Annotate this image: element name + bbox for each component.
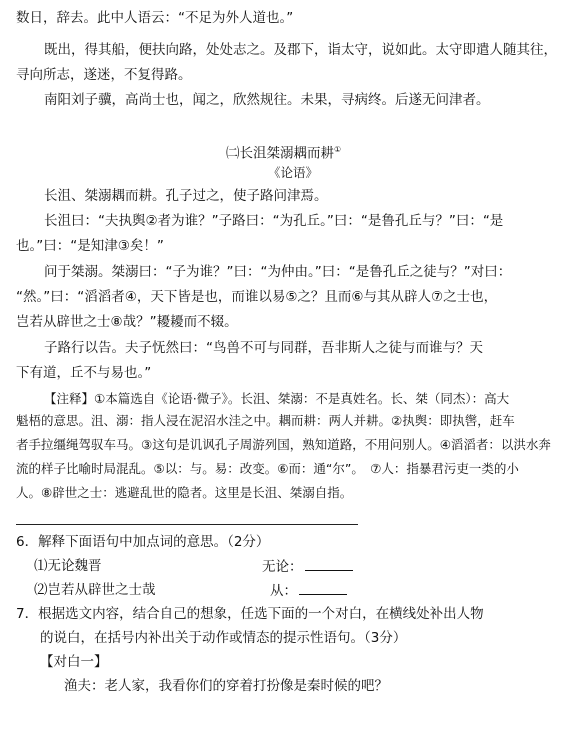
- passage-line: “然。”曰：“滔滔者④，天下皆是也，而谁以易⑤之？且而⑥与其从辟人⑦之士也，: [16, 289, 498, 305]
- q6-item-1-answer: [262, 556, 588, 577]
- passage-line: 南阳刘子骥，高尚士也，闻之，欣然规往。未果，寻病终。后遂无问津者。: [44, 92, 490, 108]
- passage-line: 岂若从辟世之士⑧哉？”耰耰而不辍。: [16, 314, 238, 330]
- q6-item-1: ⑴无论魏晋: [34, 558, 102, 574]
- note-line: 【注释】①本篇选自《论语·微子》。长沮、桀溺：不是真姓名。长、桀（同杰）：高大: [44, 391, 510, 406]
- section-title-note: ①: [334, 145, 342, 154]
- q6-item-2: ⑵岂若从辟世之士哉: [34, 582, 156, 598]
- q6-item-2-answer: [270, 580, 588, 601]
- section-title: [226, 140, 588, 164]
- passage-line: 问于桀溺。桀溺曰：“子为谁？”曰：“为仲由。”曰：“是鲁孔丘之徒与？”对曰：: [44, 264, 512, 280]
- passage-line: 也。”曰：“是知津③矣！”: [16, 238, 164, 254]
- question-7-cont: 的说白，在括号内补出关于动作或情态的提示性语句。（3分）: [40, 630, 407, 646]
- passage-line: 数日，辞去。此中人语云：“不足为外人道也。”: [16, 10, 294, 26]
- passage-line: 长沮、桀溺耦而耕。孔子过之，使子路问津焉。: [44, 188, 328, 204]
- question-7: 7．根据选文内容，结合自己的想象，任选下面的一个对白，在横线处补出人物: [16, 606, 484, 622]
- section-source: 《论语》: [268, 165, 319, 180]
- dialog-heading: 【对白一】: [40, 654, 108, 670]
- note-line: 魁梧的意思。沮、溺：指人浸在泥沼水洼之中。耦而耕：两人并耕。②执舆：即执辔，赶车: [16, 413, 515, 428]
- passage-line: 长沮曰：“夫执舆②者为谁？”子路曰：“为孔丘。”曰：“是鲁孔丘与？”曰：“是: [44, 213, 504, 229]
- passage-line: 寻向所志，遂迷，不复得路。: [16, 67, 192, 83]
- q6-item-1-key: 无论：: [262, 559, 303, 575]
- dialog-line: 渔夫：老人家，我看你们的穿着打扮像是秦时候的吧？: [64, 678, 388, 694]
- section-title-text: ㈡长沮桀溺耦而耕: [226, 145, 334, 162]
- passage-line: 下有道，丘不与易也。”: [16, 365, 152, 381]
- answer-blank[interactable]: [299, 580, 347, 595]
- passage-line: 既出，得其船，便扶向路，处处志之。及郡下，诣太守，说如此。太守即遣人随其往，: [44, 42, 557, 58]
- section-divider: [16, 524, 358, 525]
- note-line: 者手拉缰绳驾驭车马。③这句是讥讽孔子周游列国，熟知道路，不用问别人。④滔滔者：以洪水奔: [16, 437, 551, 452]
- q6-item-2-key: 从：: [270, 583, 297, 599]
- note-line: 流的样子比喻时局混乱。⑤以：与。易：改变。⑥而：通“尔”。 ⑦人：指暴君污吏一类的小: [16, 461, 519, 476]
- passage-line: 子路行以告。夫子怃然曰：“鸟兽不可与同群，吾非斯人之徒与而谁与？天: [44, 340, 483, 356]
- answer-blank[interactable]: [305, 556, 353, 571]
- question-6: 6．解释下面语句中加点词的意思。（2分）: [16, 534, 270, 550]
- note-line: 人。⑧辟世之士：逃避乱世的隐者。这里是长沮、桀溺自指。: [16, 485, 353, 500]
